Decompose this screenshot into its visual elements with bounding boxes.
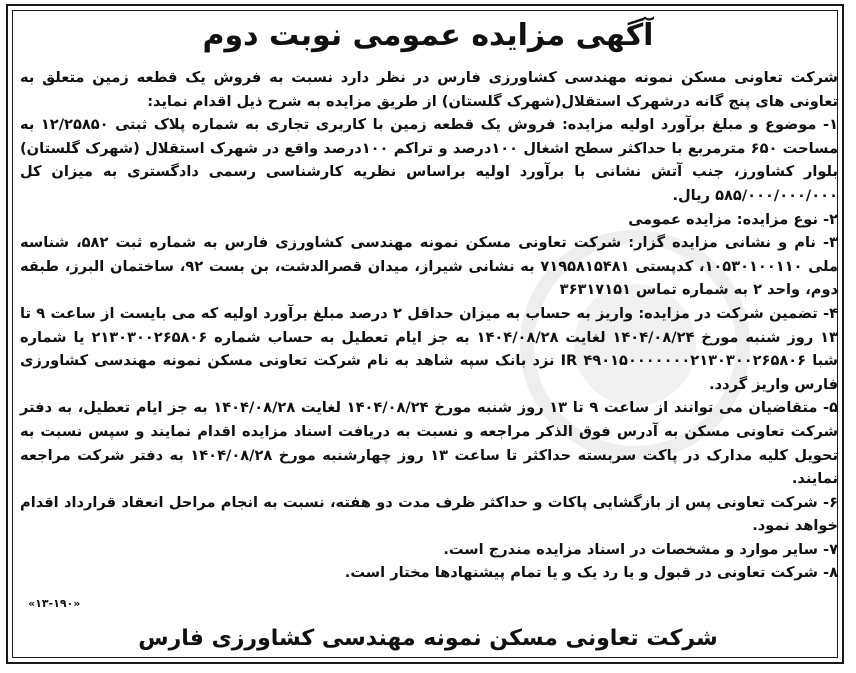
notice-item-3: ۳- نام و نشانی مزایده گزار: شرکت تعاونی مسکن نمونه مهندسی کشاورزی فارس به شماره ثبت ۵۸۲، شناسه ملی ۱۰۵۳۰۱۰۰۱۱۰، کدپستی ۷۱۹۵۸۱۵۴۸۱ به نشانی شیراز، میدان قصرالدشت، بن بست ۹۲، ساختمان البرز، طبقه دوم، واحد ۲ به شماره تماس ۳۶۳۱۷۱۵۱	[20, 234, 838, 299]
notice-item-2: ۲- نوع مزایده: مزایده عمومی	[628, 210, 838, 228]
notice-item-7: ۷- سایر موارد و مشخصات در اسناد مزایده مندرج است.	[443, 540, 838, 558]
notice-item-6: ۶- شرکت تعاونی پس از بازگشایی پاکات و حداکثر ظرف مدت دو هفته، نسبت به انجام مراحل انعقاد قرارداد اقدام خواهد نمود.	[20, 493, 838, 535]
notice-body	[20, 66, 838, 585]
notice-code: «۱۳-۱۹۰»	[28, 597, 81, 610]
notice-intro: شرکت تعاونی مسکن نمونه مهندسی کشاورزی فارس در نظر دارد نسبت به فروش یک قطعه زمین متعلق به تعاونی های پنج گانه درشهرک استقلال(شهرک گلستان) از طریق مزایده به شرح ذیل اقدام نماید:	[20, 69, 838, 110]
notice-item-4: ۴- تضمین شرکت در مزایده: واریز به حساب به میزان حداقل ۲ درصد مبلغ برآورد اولیه که می بایست از ساعت ۹ تا ۱۳ روز شنبه مورخ ۱۴۰۴/۰۸/۲۴ لغایت ۱۴۰۴/۰۸/۲۸ به جز ایام تعطیل به حساب شماره ۲۱۳۰۳۰۰۲۶۵۸۰۶ یا شماره شبا IR ۴۹۰۱۵۰۰۰۰۰۰۰۲۱۳۰۳۰۰۲۶۵۸۰۶ نزد بانک سپه شاهد به نام شرکت تعاونی مسکن نمونه مهندسی کشاورزی فارس واریز گردد.	[20, 304, 838, 393]
notice-item-8: ۸- شرکت تعاونی در قبول و یا رد یک و یا تمام پیشنهادها مختار است.	[344, 564, 838, 582]
notice-item-5: ۵- متقاضیان می توانند از ساعت ۹ تا ۱۳ روز شنبه مورخ ۱۴۰۴/۰۸/۲۴ لغایت ۱۴۰۴/۰۸/۲۸ به جز ایام تعطیل، به دفتر شرکت تعاونی مسکن به آدرس فوق الذکر مراجعه و نسبت به دریافت اسناد مزایده اقدام نمایند و سپس نسبت به تحویل کلیه مدارک در پاکت سربسته حداکثر تا ساعت ۱۳ روز چهارشنبه مورخ ۱۴۰۴/۰۸/۲۸ به دفتر شرکت مراجعه نمایند.	[20, 399, 839, 488]
notice-footer: شرکت تعاونی مسکن نمونه مهندسی کشاورزی فارس	[138, 626, 718, 651]
notice-title: آگهی مزایده عمومی نوبت دوم	[202, 18, 654, 53]
notice-item-1: ۱- موضوع و مبلغ برآورد اولیه مزایده: فروش یک قطعه زمین با کاربری تجاری به شماره پلاک ثبتی ۱۲/۲۵۸۵۰ به مساحت ۶۵۰ مترمربع با حداکثر سطح اشغال ۱۰۰درصد و تراکم ۱۰۰درصد واقع در شهرک استقلال (شهرک گلستان) بلوار کشاورز، جنب آتش نشانی با برآورد اولیه براساس نظریه کارشناسی رسمی دادگستری به میزان کل ۵۸۵/۰۰۰/۰۰۰/۰۰۰ ریال.	[20, 116, 839, 204]
